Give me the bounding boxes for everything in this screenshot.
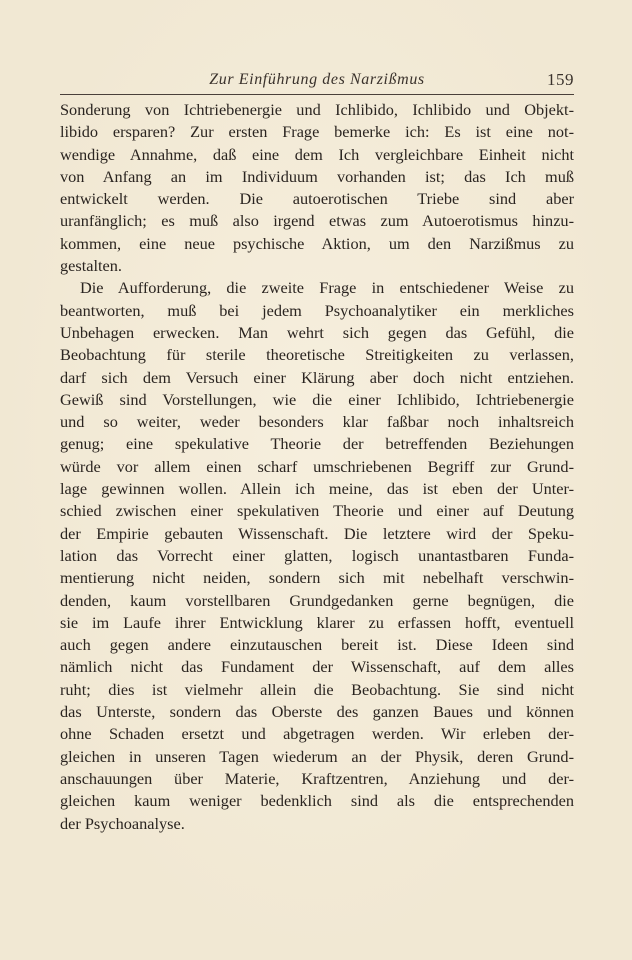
text-line: von Anfang an im Individuum vorhanden ist; das Ich muß [60, 166, 574, 186]
text-line: ohne Schaden ersetzt und abgetragen werden. Wir erleben der- [60, 724, 574, 744]
text-line: Sonderung von Ichtriebenergie und Ichlibido, Ichlibido und Objekt- [60, 100, 574, 119]
text-line: das Unterste, sondern das Oberste des ganzen Baues und können [60, 702, 574, 722]
text-line: gleichen kaum weniger bedenklich sind als die entsprechenden [60, 791, 574, 811]
text-line: mentierung nicht neiden, sondern sich mit nebelhaft verschwin- [60, 568, 574, 588]
text-line: anschauungen über Materie, Kraftzentren, Anziehung und der- [60, 768, 574, 788]
text-line: ruht; dies ist vielmehr allein die Beobachtung. Sie sind nicht [60, 679, 574, 699]
text-line: Gewiß sind Vorstellungen, wie die einer Ichlibido, Ichtriebenergie [60, 389, 574, 409]
text-line: Die Aufforderung, die zweite Frage in entschiedener Weise zu [80, 278, 574, 298]
text-line: gleichen in unseren Tagen wiederum an der Physik, deren Grund- [60, 746, 574, 766]
text-line: würde vor allem einen scharf umschriebenen Begriff zur Grund- [60, 456, 574, 476]
text-line: gestalten. [60, 256, 122, 276]
text-line: der Psychoanalyse. [60, 813, 185, 833]
text-line: nämlich nicht das Fundament der Wissenschaft, auf dem alles [60, 657, 574, 677]
text-line: Unbehagen erwecken. Man wehrt sich gegen das Gefühl, die [60, 322, 574, 342]
text-line: wendige Annahme, daß eine dem Ich vergleichbare Einheit nicht [60, 144, 574, 164]
text-line: auch gegen andere einzutauschen bereit ist. Diese Ideen sind [60, 635, 574, 655]
text-line: uranfänglich; es muß also irgend etwas zum Autoerotismus hinzu- [60, 211, 574, 231]
text-line: schied zwischen einer spekulativen Theorie und einer auf Deutung [60, 501, 574, 521]
text-line: genug; eine spekulative Theorie der betreffenden Beziehungen [60, 434, 574, 454]
paragraph [60, 277, 574, 834]
body-text [60, 99, 574, 835]
text-line: darf sich dem Versuch einer Klärung aber doch nicht entziehen. [60, 367, 574, 387]
text-line: Beobachtung für sterile theoretische Streitigkeiten zu verlassen, [60, 345, 574, 365]
header-rule [60, 94, 574, 95]
text-line: der Empirie gebauten Wissenschaft. Die letztere wird der Speku- [60, 523, 574, 543]
text-line: lation das Vorrecht einer glatten, logisch unantastbaren Funda- [60, 545, 574, 565]
paragraph [60, 99, 574, 277]
text-line: entwickelt werden. Die autoerotischen Triebe sind aber [60, 189, 574, 209]
text-line: libido ersparen? Zur ersten Frage bemerke ich: Es ist eine not- [60, 122, 574, 142]
text-line: sie im Laufe ihrer Entwicklung klarer zu erfassen hofft, eventuell [60, 612, 574, 632]
running-title: Zur Einführung des Narzißmus [209, 71, 425, 88]
page-number: 159 [547, 70, 574, 89]
text-line: denden, kaum vorstellbaren Grundgedanken gerne begnügen, die [60, 590, 574, 610]
text-line: beantworten, muß bei jedem Psychoanalytiker ein merkliches [60, 300, 574, 320]
text-line: und so weiter, weder besonders klar faßbar noch inhaltsreich [60, 412, 574, 432]
text-line: lage gewinnen wollen. Allein ich meine, das ist eben der Unter- [60, 479, 574, 499]
running-head [60, 66, 574, 92]
text-line: kommen, eine neue psychische Aktion, um den Narzißmus zu [60, 233, 574, 253]
